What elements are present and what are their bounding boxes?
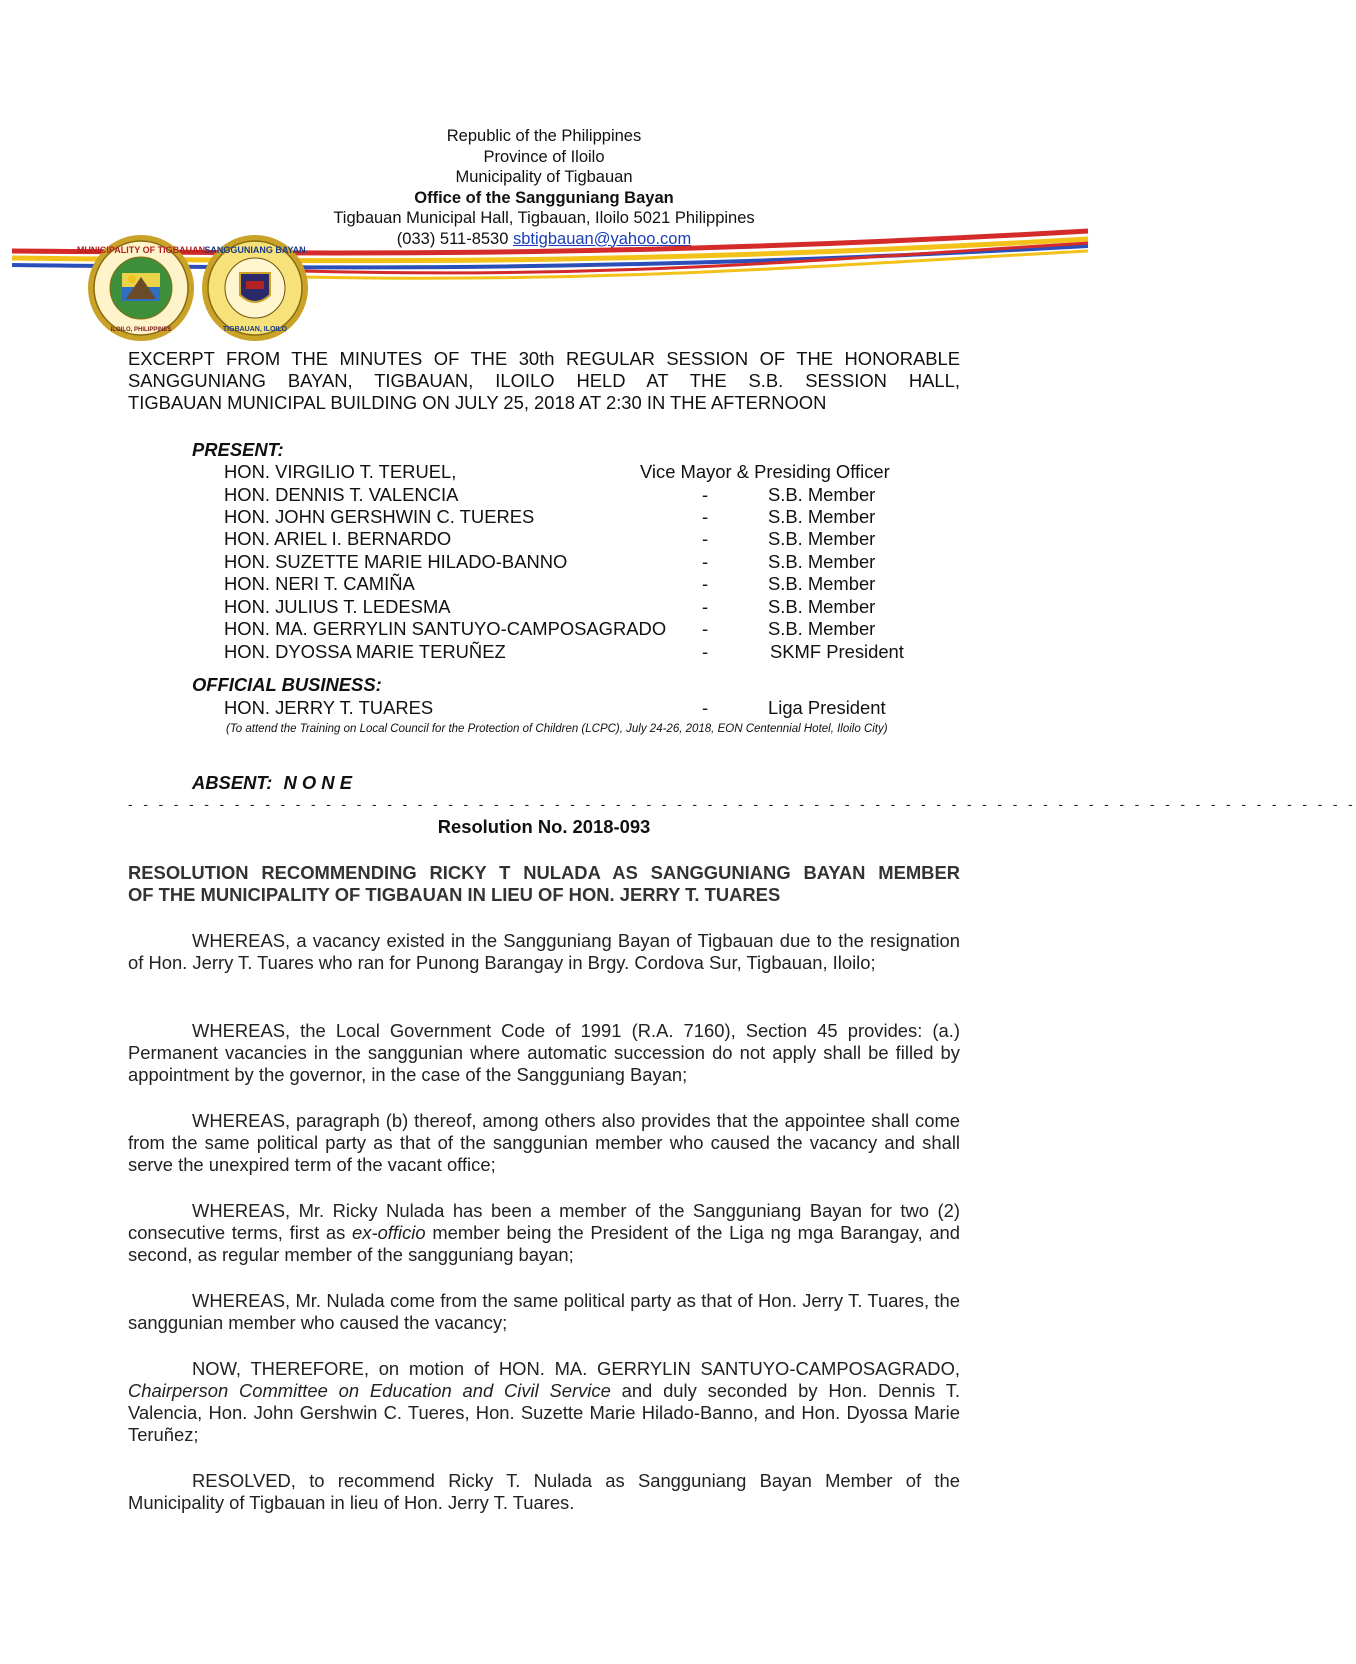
seal-right-bottom-text: TIGBAUAN, ILOILO <box>222 326 288 333</box>
attendee-dash: - <box>702 618 709 639</box>
absent-line <box>192 772 352 794</box>
now-therefore-paragraph <box>128 1358 960 1446</box>
attendee-name: HON. JOHN GERSHWIN C. TUERES <box>224 506 535 527</box>
whereas-paragraph-3 <box>128 1110 960 1176</box>
resolution-number: Resolution No. 2018-093 <box>437 816 651 837</box>
resolution-title-line-2: OF THE MUNICIPALITY OF TIGBAUAN IN LIEU OF HON. JERRY T. TUARES <box>128 884 781 905</box>
resolution-title <box>128 862 960 906</box>
absent-label: ABSENT: <box>192 772 273 793</box>
letterhead-municipality: Municipality of Tigbauan <box>455 168 633 186</box>
letterhead-office: Office of the Sangguniang Bayan <box>414 188 674 207</box>
attendee-row <box>0 596 1088 618</box>
attendee-name: HON. DENNIS T. VALENCIA <box>224 484 459 505</box>
attendee-dash: - <box>702 551 709 572</box>
heading-line-3: TIGBAUAN MUNICIPAL BUILDING ON JULY 25, 2018 AT 2:30 IN THE AFTERNOON <box>128 392 827 413</box>
sangguniang-bayan-seal-icon <box>200 233 310 343</box>
attendee-role: SKMF President <box>770 641 904 662</box>
attendee-role: S.B. Member <box>768 596 876 617</box>
attendee-role: S.B. Member <box>768 618 876 639</box>
whereas-paragraph-2 <box>128 1020 960 1086</box>
resolution-title-line-1: RESOLUTION RECOMMENDING RICKY T NULADA AS SANGGUNIANG BAYAN MEMBER <box>128 862 960 883</box>
resolved-paragraph <box>128 1470 960 1514</box>
whereas-paragraph-1 <box>128 930 960 974</box>
attendee-name: HON. SUZETTE MARIE HILADO-BANNO <box>224 551 568 572</box>
resolved-text: RESOLVED, to recommend Ricky T. Nulada as Sangguniang Bayan Member of the Municipality of Tigbauan in lieu of Hon. Jerry T. Tuares. <box>128 1470 960 1513</box>
attendee-role: S.B. Member <box>768 573 876 594</box>
letterhead-republic: Republic of the Philippines <box>446 127 642 145</box>
seal-right-top-text: SANGGUNIANG BAYAN <box>204 245 306 255</box>
attendee-role: S.B. Member <box>768 551 876 572</box>
attendee-dash: - <box>702 596 709 617</box>
now-text-b: and duly seconded by Hon. Dennis T. Valencia, Hon. John Gershwin C. Tueres, Hon. Suzette Marie Hilado-Banno, and Hon. Dyossa Marie Teruñez; <box>128 1380 960 1445</box>
minutes-heading <box>128 348 960 414</box>
official-business-note: (To attend the Training on Local Council for the Protection of Children (LCPC), July 24-26, 2018, EON Centennial Hotel, Iloilo City) <box>226 723 888 735</box>
official-business-label: OFFICIAL BUSINESS: <box>192 674 382 695</box>
letterhead-phone: (033) 511-8530 <box>396 229 509 248</box>
seal-left-bottom-text: ILOILO, PHILIPPINES <box>110 327 172 333</box>
now-text-a: NOW, THEREFORE, on motion of HON. MA. GERRYLIN SANTUYO-CAMPOSAGRADO, <box>192 1358 960 1379</box>
seal-left-top-text: MUNICIPALITY OF TIGBAUAN <box>76 245 206 255</box>
attendee-role: S.B. Member <box>768 528 876 549</box>
whereas-4-italic: ex-officio <box>352 1222 426 1243</box>
attendee-row <box>0 484 1088 506</box>
heading-line-2: SANGGUNIANG BAYAN, TIGBAUAN, ILOILO HELD AT THE S.B. SESSION HALL, <box>128 370 960 391</box>
attendee-row <box>0 697 1088 719</box>
attendee-row <box>0 573 1088 595</box>
attendee-role: Liga President <box>768 697 886 718</box>
whereas-2-text: WHEREAS, the Local Government Code of 1991 (R.A. 7160), Section 45 provides: (a.) Permanent vacancies in the sanggunian where automatic succession do not apply shall be filled by appointment by the governor, in the case of the Sangguniang Bayan; <box>128 1020 960 1085</box>
attendee-row <box>0 506 1088 528</box>
separator-line: - - - - - - - - - - - - - - - - - - - - - - - - - - - - - - - - - - - - - - - - - - - - - - - - - - - - - - - - - - - - - - - - - - - - - - - - - - - - - - - - - <box>128 796 1356 812</box>
attendee-dash: - <box>702 573 709 594</box>
attendee-name: HON. NERI T. CAMIÑA <box>224 573 415 594</box>
attendee-dash: - <box>702 697 709 718</box>
attendee-name: HON. MA. GERRYLIN SANTUYO-CAMPOSAGRADO <box>224 618 667 639</box>
attendee-dash: - <box>702 641 709 662</box>
attendee-row <box>0 528 1088 550</box>
attendee-row <box>0 461 1088 483</box>
absent-value: N O N E <box>283 772 352 793</box>
letterhead-province: Province of Iloilo <box>483 147 605 166</box>
attendee-row <box>0 551 1088 573</box>
letterhead-address: Tigbauan Municipal Hall, Tigbauan, Iloilo 5021 Philippines <box>333 209 755 227</box>
whereas-1-text: WHEREAS, a vacancy existed in the Sangguniang Bayan of Tigbauan due to the resignation of Hon. Jerry T. Tuares who ran for Punong Barangay in Brgy. Cordova Sur, Tigbauan, Iloilo; <box>128 930 960 973</box>
attendee-row <box>0 618 1088 640</box>
whereas-paragraph-4 <box>128 1200 960 1266</box>
attendee-name: HON. JERRY T. TUARES <box>224 697 434 718</box>
whereas-4-text-a: WHEREAS, Mr. Ricky Nulada has been a member of the Sangguniang Bayan for two (2) consecutive terms, first as <box>128 1200 960 1243</box>
attendee-name: HON. JULIUS T. LEDESMA <box>224 596 451 617</box>
whereas-3-text: WHEREAS, paragraph (b) thereof, among others also provides that the appointee shall come from the same political party as that of the sanggunian member who caused the vacancy and shall serve the unexpired term of the vacant office; <box>128 1110 960 1175</box>
heading-line-1: EXCERPT FROM THE MINUTES OF THE 30th REGULAR SESSION OF THE HONORABLE <box>128 348 960 369</box>
whereas-5-text: WHEREAS, Mr. Nulada come from the same political party as that of Hon. Jerry T. Tuares, the sanggunian member who caused the vacancy; <box>128 1290 960 1333</box>
attendee-row <box>0 641 1088 663</box>
attendee-role: S.B. Member <box>768 506 876 527</box>
letterhead-email-link[interactable]: sbtigbauan@yahoo.com <box>513 229 692 248</box>
now-italic: Chairperson Committee on Education and Civil Service <box>128 1380 611 1401</box>
attendee-name: HON. VIRGILIO T. TERUEL, <box>224 461 457 482</box>
municipality-seal-icon <box>76 233 206 343</box>
attendee-role: Vice Mayor & Presiding Officer <box>640 461 890 482</box>
attendee-dash: - <box>702 528 709 549</box>
present-label: PRESENT: <box>192 439 284 460</box>
attendee-name: HON. ARIEL I. BERNARDO <box>224 528 452 549</box>
whereas-4-text-b: member being the President of the Liga ng mga Barangay, and second, as regular member of the sangguniang bayan; <box>128 1222 960 1265</box>
whereas-paragraph-5 <box>128 1290 960 1334</box>
attendee-name: HON. DYOSSA MARIE TERUÑEZ <box>224 641 506 662</box>
attendee-dash: - <box>702 484 709 505</box>
attendee-dash: - <box>702 506 709 527</box>
attendee-role: S.B. Member <box>768 484 876 505</box>
